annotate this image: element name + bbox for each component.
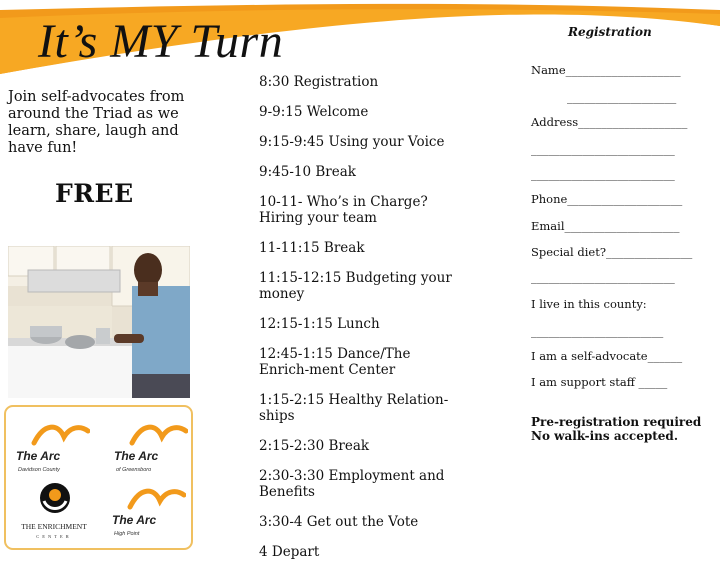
address-field: Address___________________ <box>531 115 688 129</box>
name-field: Name____________________ <box>531 63 681 77</box>
pre-registration-notice <box>531 415 701 443</box>
arc-swoosh-icon <box>30 421 90 449</box>
no-walkins-text: No walk-ins accepted. <box>531 429 678 443</box>
logo-name: The Arc <box>112 513 157 527</box>
free-label: FREE <box>55 179 134 208</box>
intro-text: Join self-advocates from around the Triad as we learn, share, laugh and have fun! <box>8 89 185 156</box>
registration-title: Registration <box>568 25 652 39</box>
sponsor-logos <box>4 405 193 550</box>
county-label: I live in this county: <box>531 297 647 311</box>
schedule-item: 9:45-10 Break <box>259 164 356 180</box>
name-field-line2: ___________________ <box>567 90 677 104</box>
county-field: _______________________ <box>531 324 664 338</box>
schedule-item: 11-11:15 Break <box>259 240 365 256</box>
self-advocate-field: I am a self-advocate______ <box>531 349 683 363</box>
logo-enrichment-center <box>14 483 94 539</box>
schedule-item: 8:30 Registration <box>259 74 379 90</box>
logo-sub: Davidson County <box>18 467 60 473</box>
enrichment-emblem-icon <box>38 481 72 515</box>
schedule-item: 4 Depart <box>259 544 320 560</box>
page-title: It’s MY Turn <box>38 15 284 68</box>
support-staff-field: I am support staff _____ <box>531 375 668 389</box>
schedule-item: 10-11- Who’s in Charge? Hiring your team <box>259 194 428 226</box>
logo-sub: High Point <box>114 531 140 537</box>
address-field-line3: _________________________ <box>531 167 675 181</box>
logo-sub: CENTER <box>36 534 72 539</box>
pre-registration-text: Pre-registration required <box>531 415 702 429</box>
schedule-item: 12:15-1:15 Lunch <box>259 316 380 332</box>
phone-field: Phone____________________ <box>531 192 683 206</box>
logo-name: The Arc <box>114 449 159 463</box>
arc-swoosh-icon <box>126 485 186 513</box>
schedule-item: 9-9:15 Welcome <box>259 104 369 120</box>
schedule-item: 11:15-12:15 Budgeting your money <box>259 270 452 302</box>
arc-swoosh-icon <box>128 421 188 449</box>
logo-name: The Arc <box>16 449 61 463</box>
email-field: Email____________________ <box>531 219 680 233</box>
special-diet-field: Special diet?_______________ <box>531 245 693 259</box>
schedule-item: 12:45-1:15 Dance/The Enrich-ment Center <box>259 346 411 378</box>
schedule-item: 9:15-9:45 Using your Voice <box>259 134 445 150</box>
logo-arc-greensboro <box>114 419 194 475</box>
logo-arc-high-point <box>112 483 192 539</box>
logo-sub: of Greensboro <box>116 467 152 473</box>
special-diet-field-line2: _________________________ <box>531 270 675 284</box>
address-field-line2: _________________________ <box>531 142 675 156</box>
schedule-item: 3:30-4 Get out the Vote <box>259 514 419 530</box>
schedule-item: 2:30-3:30 Employment and Benefits <box>259 468 445 500</box>
schedule-item: 1:15-2:15 Healthy Relation-ships <box>259 392 449 424</box>
logo-arc-davidson <box>16 419 96 475</box>
logo-name: THE ENRICHMENT <box>21 522 87 531</box>
man-cooking-photo <box>8 246 190 398</box>
schedule-item: 2:15-2:30 Break <box>259 438 370 454</box>
